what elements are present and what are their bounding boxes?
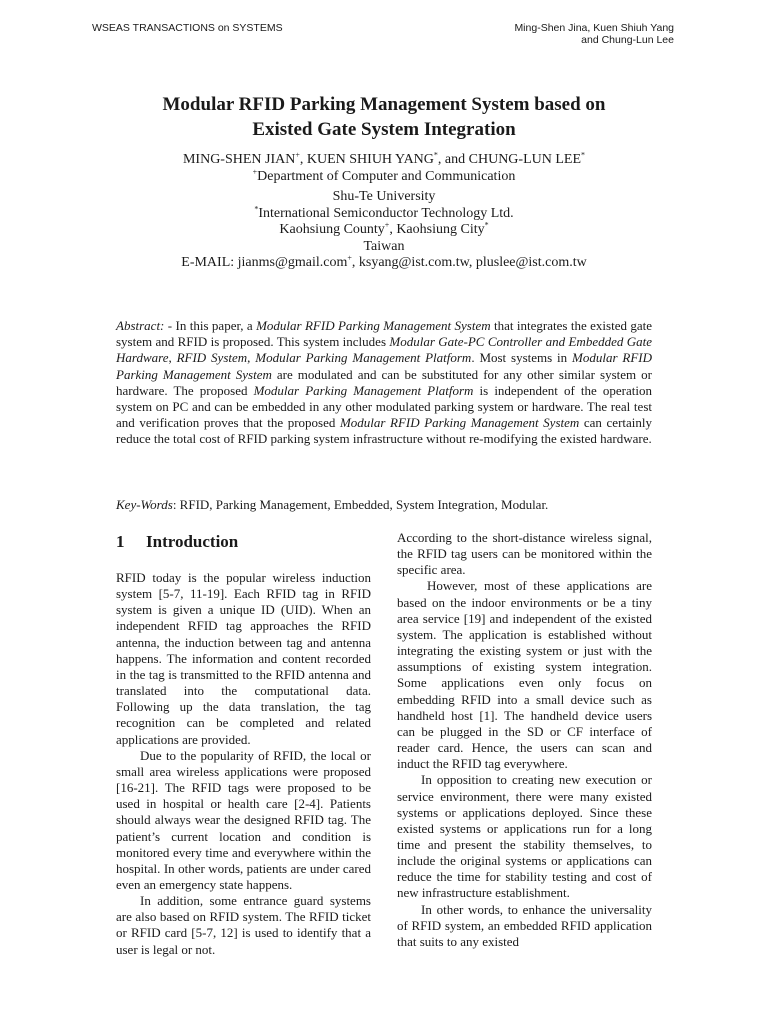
body-paragraph: Due to the popularity of RFID, the local or small area wireless applications were proposed [16-21]. The RFID tags were proposed to be used in hospital or health care [2-4]. Patients should always wear the designed RFID tag. The patient’s current location and condition is monitored every time and everywhere within the hospital. In other words, patients are under cared even an emergency state happens. xyxy=(116,747,371,892)
section-number: 1 xyxy=(116,532,125,551)
author-2: , KUEN SHIUH YANG xyxy=(299,152,434,167)
abstract-text: that integrates the existed gate system and RFID is proposed. This system includes xyxy=(116,318,653,350)
abstract-emphasis: Modular RFID Parking Management System xyxy=(116,350,652,382)
body-paragraph: In addition, some entrance guard systems are also based on RFID system. The RFID ticket or RFID card [5-7, 12] is used to identify that a user is legal or not. xyxy=(116,893,371,957)
email-line xyxy=(110,255,658,272)
affiliation-country: Taiwan xyxy=(363,238,405,254)
journal-name: WSEAS TRANSACTIONS on SYSTEMS xyxy=(92,22,283,34)
abstract-text: , xyxy=(168,350,177,366)
affil-mark-plus: + xyxy=(252,166,258,176)
keywords-text: : RFID, Parking Management, Embedded, System Integration, Modular. xyxy=(172,497,549,512)
left-column xyxy=(116,530,371,958)
affiliation-university: Shu-Te University xyxy=(332,189,436,204)
affil-mark-plus: + xyxy=(384,220,390,230)
header-authors-line1: Ming-Shen Jina, Kuen Shiuh Yang xyxy=(514,22,674,34)
abstract-emphasis: Modular RFID Parking Management System xyxy=(339,415,580,431)
abstract-label: Abstract: xyxy=(116,318,165,333)
author-1: MING-SHEN JIAN xyxy=(182,152,296,167)
abstract xyxy=(116,318,652,448)
affil-mark-plus: + xyxy=(295,150,300,160)
location-city: , Kaohsiung City xyxy=(389,222,485,237)
author-block xyxy=(110,152,658,272)
header-authors-line2: and Chung-Lun Lee xyxy=(581,34,674,46)
affil-mark-star: * xyxy=(254,203,259,213)
author-3: , and CHUNG-LUN LEE xyxy=(437,152,582,167)
affiliation-company-text: International Semiconductor Technology Ltd. xyxy=(258,205,514,221)
email-rest: , ksyang@ist.com.tw, pluslee@ist.com.tw xyxy=(351,255,587,270)
affiliation-dept xyxy=(110,166,658,186)
section-title: Introduction xyxy=(146,532,239,551)
body-paragraph: However, most of these applications are based on the indoor environments or be a tiny area service [19] and independent of the existed system. The application is established without integrating the existing system or just with the assumptions of existing system integration. Some applications even only focus on embedding RFID into a small device such as handheld host [1]. The handheld device users can be plugged in the SD or CF interface of reader card. Hence, the users can scan and induct the RFID tag everywhere. xyxy=(397,578,652,772)
abstract-emphasis: Modular Parking Management Platform xyxy=(253,382,474,398)
abstract-text: , xyxy=(247,350,256,366)
affil-mark-star: * xyxy=(581,150,586,160)
paper-title-line1: Modular RFID Parking Management System based on xyxy=(162,94,606,115)
paper-title-line2: Existed Gate System Integration xyxy=(252,119,516,140)
affil-mark-star: * xyxy=(433,150,438,160)
abstract-text: . Most systems in xyxy=(471,350,573,366)
keywords xyxy=(116,497,652,513)
body-paragraph: In opposition to creating new execution or service environment, there were many existed systems or applications deployed. Since these existed systems or applications run for a long time and present the stability themselves, to include the original systems or applications can reduce the time for stability testing and cost of new infrastructure establishment. xyxy=(397,772,652,901)
right-column xyxy=(397,530,652,950)
paper-title xyxy=(110,92,658,142)
email-1: E-MAIL: jianms@gmail.com xyxy=(181,255,348,270)
author-names xyxy=(110,152,658,169)
affil-mark-star: * xyxy=(484,220,489,230)
abstract-emphasis: Modular Parking Management Platform xyxy=(255,350,472,366)
abstract-text: is independent of the operation system on PC and can be embedded in any other modulated parking system or hardware. The real test and verification proves that the proposed xyxy=(116,382,652,431)
abstract-text: are modulated and can be substituted for any other similar system or hardware. The proposed xyxy=(116,366,652,398)
abstract-emphasis: Modular Gate-PC Controller and Embedded Gate Hardware xyxy=(116,334,653,366)
location-county: Kaohsiung County xyxy=(279,222,385,237)
abstract-emphasis: Modular RFID Parking Management System xyxy=(256,318,491,333)
body-paragraph: In other words, to enhance the universality of RFID system, an embedded RFID application that suits to any existed xyxy=(397,901,652,949)
affiliation-location xyxy=(110,222,658,239)
abstract-emphasis: RFID System xyxy=(176,350,248,366)
affil-mark-plus: + xyxy=(347,253,352,263)
abstract-text: can certainly reduce the total cost of RFID parking system infrastructure without re-modifying the existed hardware. xyxy=(116,415,653,447)
body-paragraph: RFID today is the popular wireless induction system [5-7, 11-19]. Each RFID tag in RFID system is given a unique ID (UID). When an independent RFID tag approaches the RFID antenna, the induction between tag and antenna happens. The information and content recorded in the tag is transmitted to the RFID antenna and translated into the computational data. Following up the data translation, the tag recognition can be completed and related applications are provided. xyxy=(116,570,371,747)
body-paragraph: According to the short-distance wireless signal, the RFID tag users can be monitored within the specific area. xyxy=(397,530,652,578)
header-authors xyxy=(514,22,674,46)
abstract-text: - In this paper, a xyxy=(164,318,257,333)
section-heading xyxy=(116,532,371,552)
affiliation-dept-text: Department of Computer and Communication xyxy=(257,168,516,184)
keywords-label: Key-Words xyxy=(116,497,173,512)
